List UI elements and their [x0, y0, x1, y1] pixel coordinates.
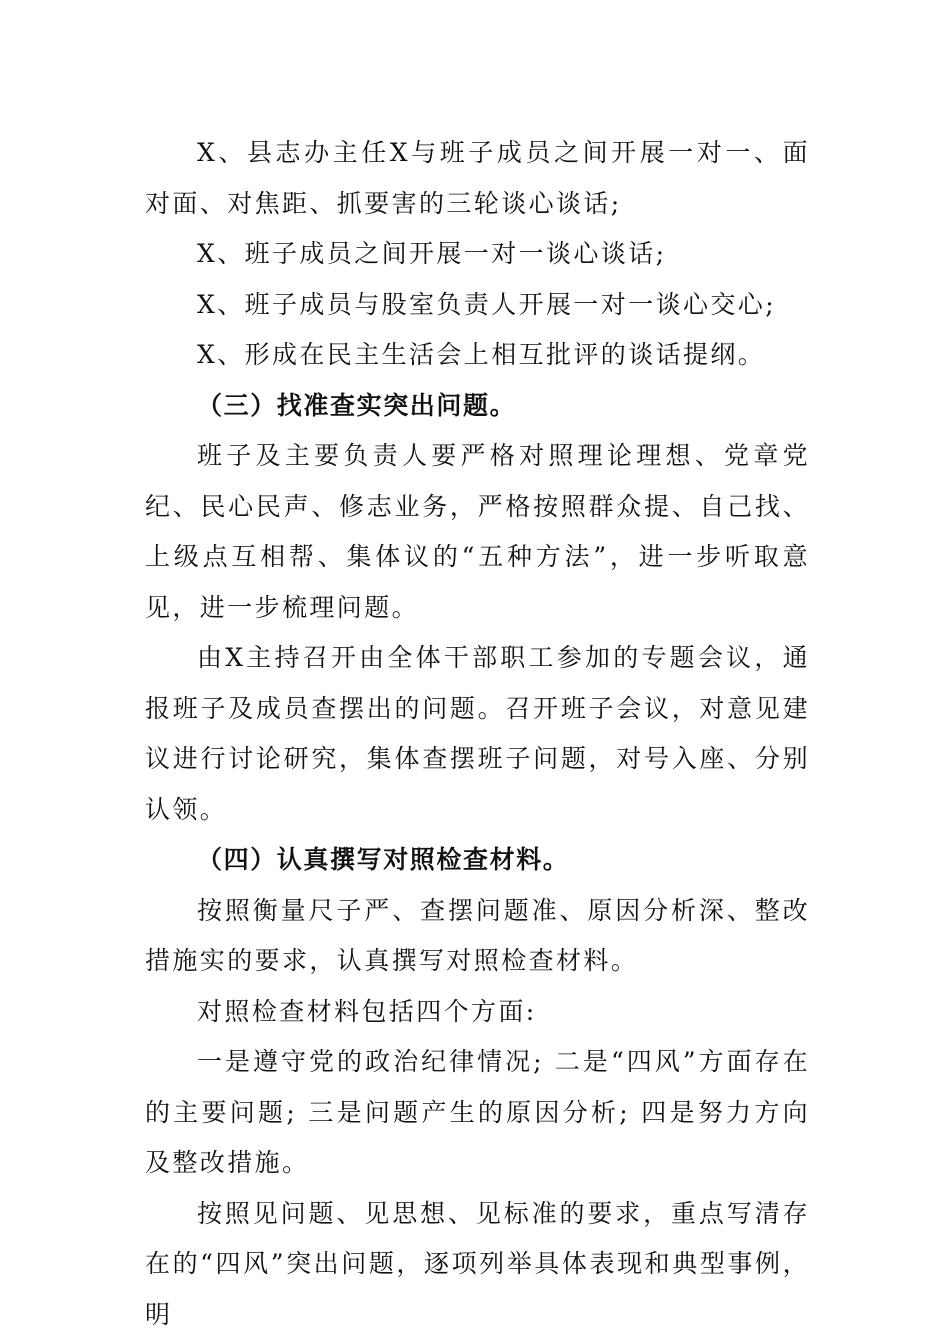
section-heading-3: （三）找准查实突出问题。: [197, 390, 517, 420]
document-body: [145, 128, 810, 1340]
paragraph-writing-requirements: 按照衡量尺子严、查摆问题准、原因分析深、整改措施实的要求，认真撰写对照检查材料。: [145, 895, 810, 975]
paragraph-writing-focus: 按照见问题、见思想、见标准的要求，重点写清存在的“四风”突出问题，逐项列举具体表现和典型事例，明: [145, 1198, 810, 1329]
list-item-talk-rounds: X、县志办主任X与班子成员之间开展一对一、面对面、对焦距、抓要害的三轮谈心谈话;: [145, 138, 810, 218]
paragraph-four-aspects: 一是遵守党的政治纪律情况; 二是“四风”方面存在的主要问题; 三是问题产生的原因分析; 四是努力方向及整改措施。: [145, 1047, 810, 1177]
list-item-criticism-outline: X、形成在民主生活会上相互批评的谈话提纲。: [197, 340, 766, 369]
list-item-member-talks: X、班子成员之间开展一对一谈心谈话;: [197, 239, 667, 268]
paragraph-problem-check: 班子及主要负责人要严格对照理论理想、党章党纪、民心民声、修志业务，严格按照群众提、自己找、上级点互相帮、集体议的“五种方法”，进一步听取意见，进一步梳理问题。: [145, 441, 810, 622]
list-item-section-talks: X、班子成员与股室负责人开展一对一谈心交心;: [197, 289, 777, 319]
section-heading-4: （四）认真撰写对照检查材料。: [197, 845, 570, 874]
paragraph-four-aspects-intro: 对照检查材料包括四个方面:: [197, 996, 537, 1026]
paragraph-special-meeting: 由X主持召开由全体干部职工参加的专题会议，通报班子及成员查摆出的问题。召开班子会议，对意见建议进行讨论研究，集体查摆班子问题，对号入座、分别认领。: [145, 643, 810, 824]
